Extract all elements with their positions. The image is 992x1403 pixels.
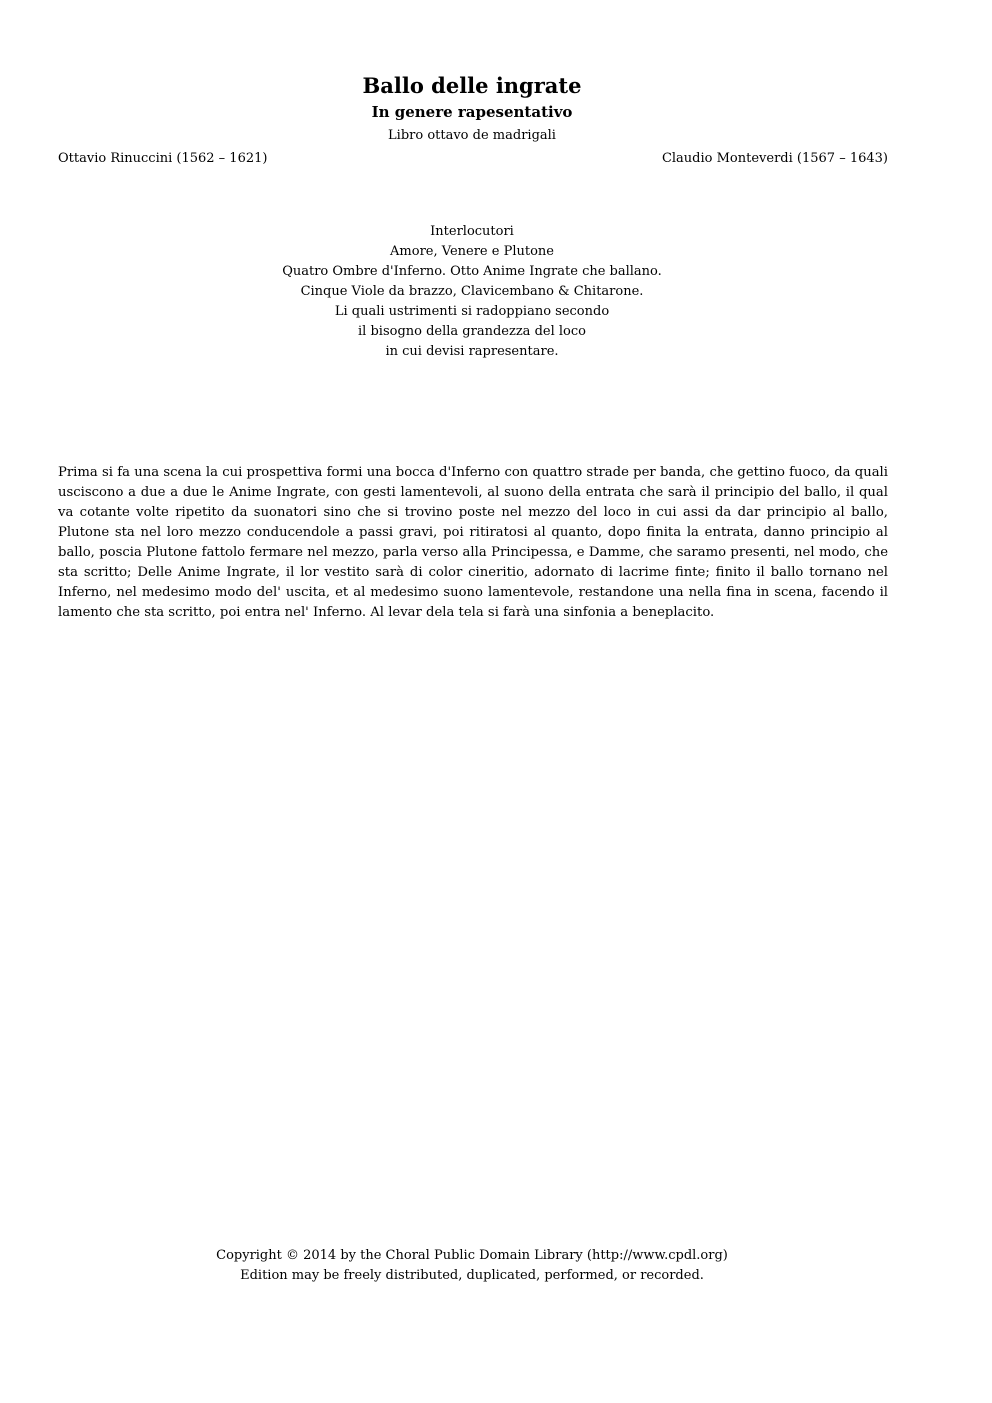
interlocutori-heading: Interlocutori — [430, 224, 514, 239]
license-notice: Edition may be freely distributed, duplicated, performed, or recorded. — [240, 1268, 704, 1283]
interlocutori-line: in cui devisi rapresentare. — [385, 344, 559, 359]
interlocutori-line: Amore, Venere e Plutone — [390, 244, 554, 259]
page-title: Ballo delle ingrate — [362, 73, 582, 98]
interlocutori-line: il bisogno della grandezza del loco — [358, 324, 586, 339]
scene-description: Prima si fa una scena la cui prospettiva formi una bocca d'Inferno con quattro strade per banda, che gettino fuoco, da quali usciscono a due a due le Anime Ingrate, con gesti lamentevoli, al suono della entrata che sarà il principio del ballo, il qual va cotante volte ripetito da suonatori sino che si trovino poste nel mezzo del loco in cui assi da dar principio al ballo, Plutone sta nel loro mezzo conducendole a passi gravi, poi ritiratosi al quanto, dopo finita la entrata, danno principio al ballo, poscia Plutone fattolo fermare nel mezzo, parla verso alla Principessa, e Damme, che saramo presenti, nel modo, che sta scritto; Delle Anime Ingrate, il lor vestito sarà di color cineritio, adornato di lacrime finte; finito il ballo tornano nel Inferno, nel medesimo modo del' uscita, et al medesimo suono lamentevole, restandone una nella fina in scena, facendo il lamento che sta scritto, poi entra nel' Inferno. Al levar dela tela si farà una sinfonia a beneplacito. — [58, 465, 888, 620]
interlocutori-line: Li quali ustrimenti si radoppiano secondo — [334, 304, 610, 319]
interlocutori-block — [0, 222, 944, 362]
interlocutori-line: Cinque Viole da brazzo, Clavicembano & Chitarone. — [300, 284, 644, 299]
composer-credit: Claudio Monteverdi (1567 – 1643) — [661, 151, 888, 166]
page-subtitle: In genere rapesentativo — [371, 103, 573, 121]
poet-credit: Ottavio Rinuccini (1562 – 1621) — [58, 151, 268, 166]
footer — [0, 1246, 944, 1286]
interlocutori-line: Quatro Ombre d'Inferno. Otto Anime Ingrate che ballano. — [282, 264, 662, 279]
collection-name: Libro ottavo de madrigali — [388, 128, 556, 143]
copyright-notice: Copyright © 2014 by the Choral Public Domain Library (http://www.cpdl.org) — [216, 1248, 728, 1263]
